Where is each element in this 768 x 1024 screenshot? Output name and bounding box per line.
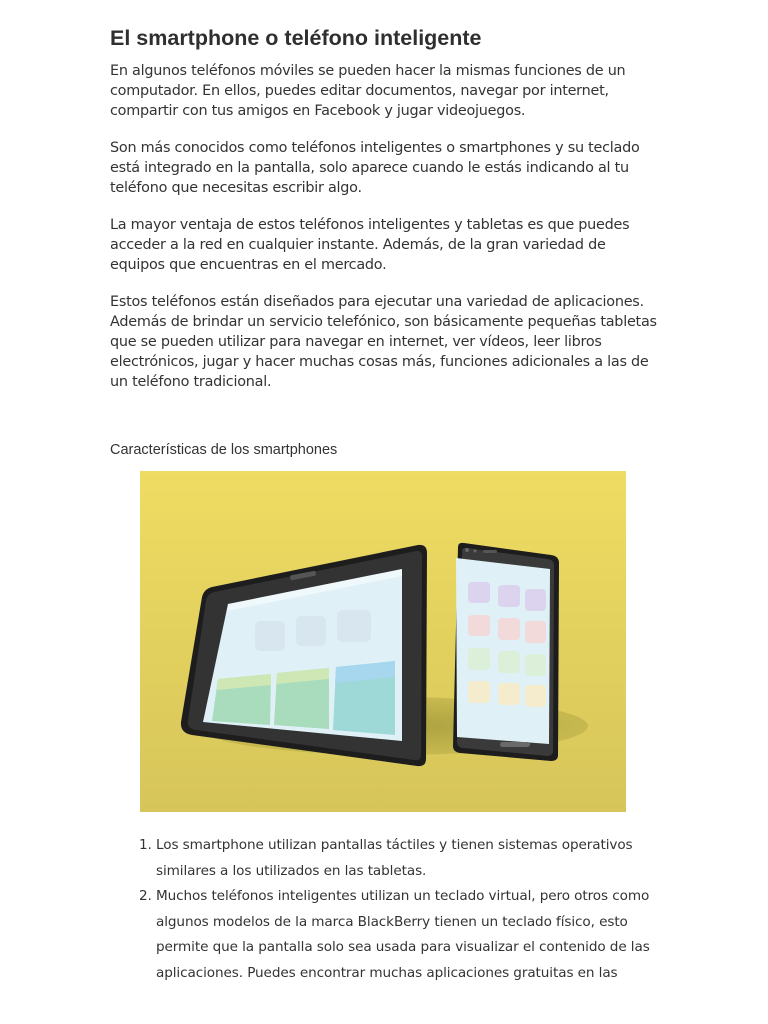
paragraph-2: Son más conocidos como teléfonos inteligentes o smartphones y su teclado está integrado en la pantalla, solo aparece cuando le estás indicando al tu teléfono que necesitas escribir algo. [110, 140, 640, 196]
page-title: El smartphone o teléfono inteligente [110, 26, 482, 50]
article [110, 24, 660, 409]
paragraph-3: La mayor ventaja de estos teléfonos inteligentes y tabletas es que puedes acceder a la red en cualquier instante. Además, de la gran variedad de equipos que encuentras en el mercado. [110, 217, 630, 273]
devices-illustration [140, 471, 626, 812]
section-caption: Características de los smartphones [110, 442, 338, 458]
features-list [110, 833, 676, 986]
smartphone-icon [453, 543, 559, 761]
list-item: 1. Los smartphone utilizan pantallas táctiles y tienen sistemas operativos similares a los utilizados en las tabletas. [156, 833, 676, 884]
tablet-and-smartphone-illustration [140, 471, 626, 812]
paragraph-4: Estos teléfonos están diseñados para ejecutar una variedad de aplicaciones. Además de brindar un servicio telefónico, son básicamente pequeñas tabletas que se pueden utilizar para navegar en internet, ver vídeos, leer libros electrónicos, jugar y hacer muchas cosas más, funciones adicionales a las de un teléfono tradicional. [110, 294, 657, 390]
paragraph-1: En algunos teléfonos móviles se pueden hacer la mismas funciones de un computador. En ellos, puedes editar documentos, navegar por internet, compartir con tus amigos en Facebook y jugar videojuegos. [110, 63, 626, 119]
list-item: 2. Muchos teléfonos inteligentes utilizan un teclado virtual, pero otros como algunos modelos de la marca BlackBerry tienen un teclado físico, esto permite que la pantalla solo sea usada para visualizar el contenido de las aplicaciones. Puedes encontrar muchas aplicaciones gratuitas en las [156, 884, 676, 986]
